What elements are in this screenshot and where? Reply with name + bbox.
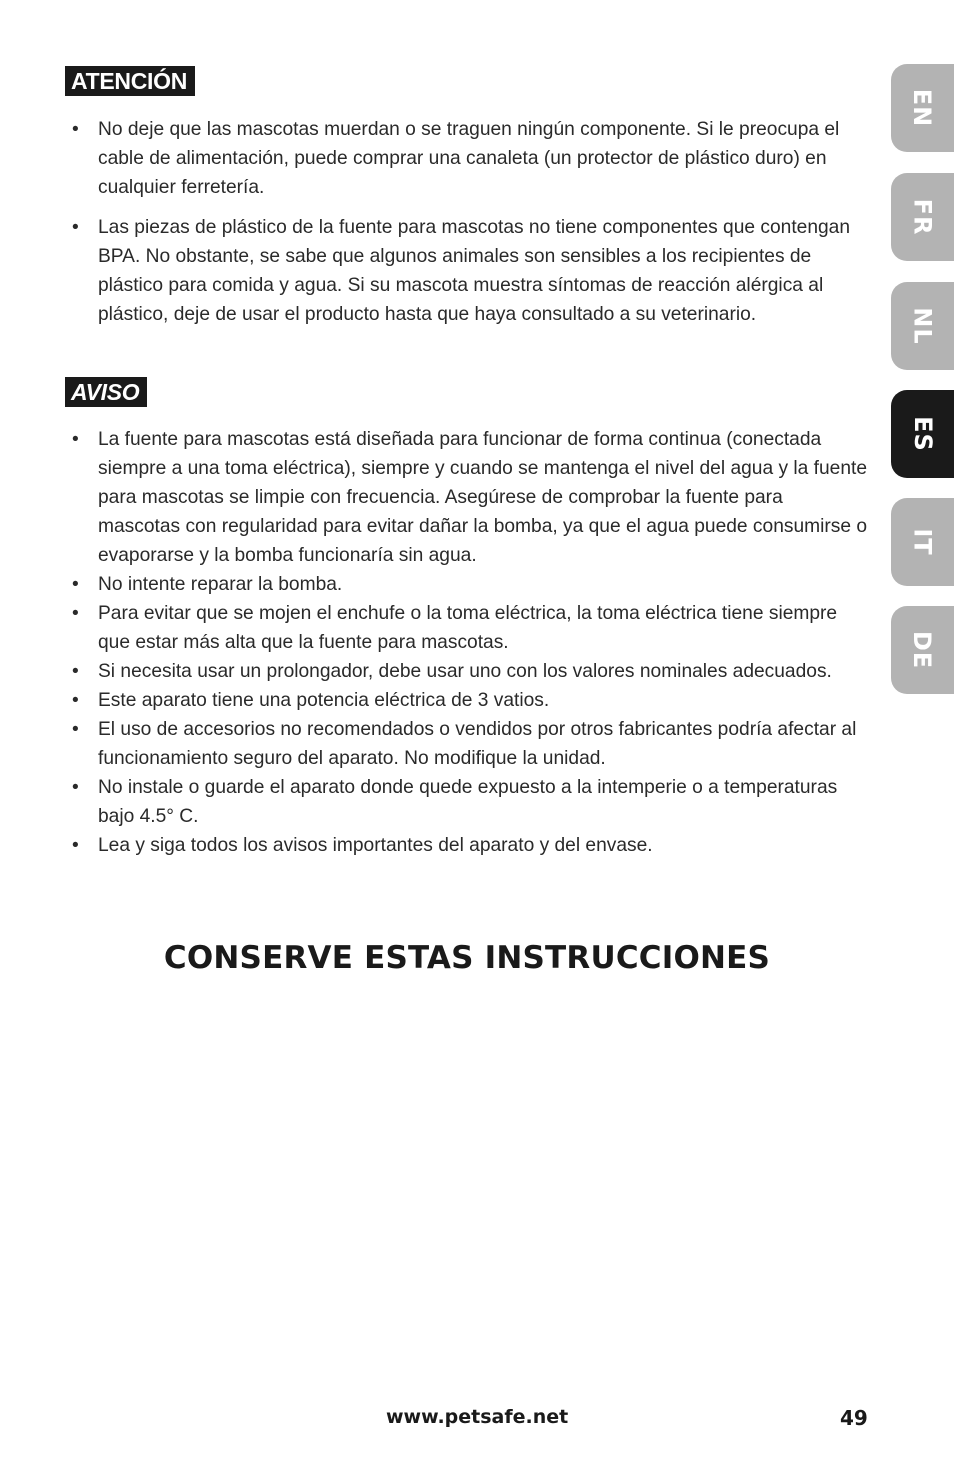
list-item: • No instale o guarde el aparato donde quede expuesto a la intemperie o a temperaturas bajo 4.5° C.: [70, 773, 870, 831]
lang-tab-label: FR: [908, 198, 937, 236]
aviso-label: AVISO: [65, 377, 147, 407]
lang-tab-es[interactable]: [891, 390, 954, 478]
lang-tab-de[interactable]: [891, 606, 954, 694]
atencion-list: [70, 115, 870, 340]
lang-tab-en[interactable]: [891, 64, 954, 152]
aviso-list: [70, 425, 870, 860]
list-item: • La fuente para mascotas está diseñada para funcionar de forma continua (conectada siempre a una toma eléctrica), siempre y cuando se mantenga el nivel del agua y la fuente para mascotas se limpie con frecuencia. Asegúrese de comprobar la fuente para mascotas con regularidad para evitar dañar la bomba, ya que el agua puede consumirse o evaporarse y la bomba funcionaría sin agua.: [70, 425, 870, 570]
list-item: • Lea y siga todos los avisos importantes del aparato y del envase.: [70, 831, 870, 860]
closing-heading: CONSERVE ESTAS INSTRUCCIONES: [163, 940, 771, 976]
lang-tab-nl[interactable]: [891, 282, 954, 370]
list-item: • Este aparato tiene una potencia eléctrica de 3 vatios.: [70, 686, 870, 715]
lang-tab-label: ES: [908, 416, 937, 452]
list-item: • Para evitar que se mojen el enchufe o la toma eléctrica, la toma eléctrica tiene siempre que estar más alta que la fuente para mascotas.: [70, 599, 870, 657]
list-item: • El uso de accesorios no recomendados o vendidos por otros fabricantes podría afectar al funcionamiento seguro del aparato. No modifique la unidad.: [70, 715, 870, 773]
atencion-label: ATENCIÓN: [65, 66, 195, 96]
list-item: • No deje que las mascotas muerdan o se traguen ningún componente. Si le preocupa el cable de alimentación, puede comprar una canaleta (un protector de plástico duro) en cualquier ferretería.: [70, 115, 870, 202]
list-item: • Las piezas de plástico de la fuente para mascotas no tiene componentes que contengan BPA. No obstante, se sabe que algunos animales son sensibles a los recipientes de plástico para comida y agua. Si su mascota muestra síntomas de reacción alérgica al plástico, deje de usar el producto hasta que haya consultado a su veterinario.: [70, 213, 870, 329]
footer-url[interactable]: www.petsafe.net: [386, 1406, 569, 1428]
lang-tab-label: NL: [908, 307, 937, 345]
list-item: • Si necesita usar un prolongador, debe usar uno con los valores nominales adecuados.: [70, 657, 870, 686]
lang-tab-fr[interactable]: [891, 173, 954, 261]
lang-tab-label: IT: [908, 528, 937, 556]
page-number: 49: [840, 1406, 868, 1430]
lang-tab-label: DE: [908, 630, 937, 670]
list-item: • No intente reparar la bomba.: [70, 570, 870, 599]
lang-tab-label: EN: [908, 88, 937, 128]
lang-tab-it[interactable]: [891, 498, 954, 586]
